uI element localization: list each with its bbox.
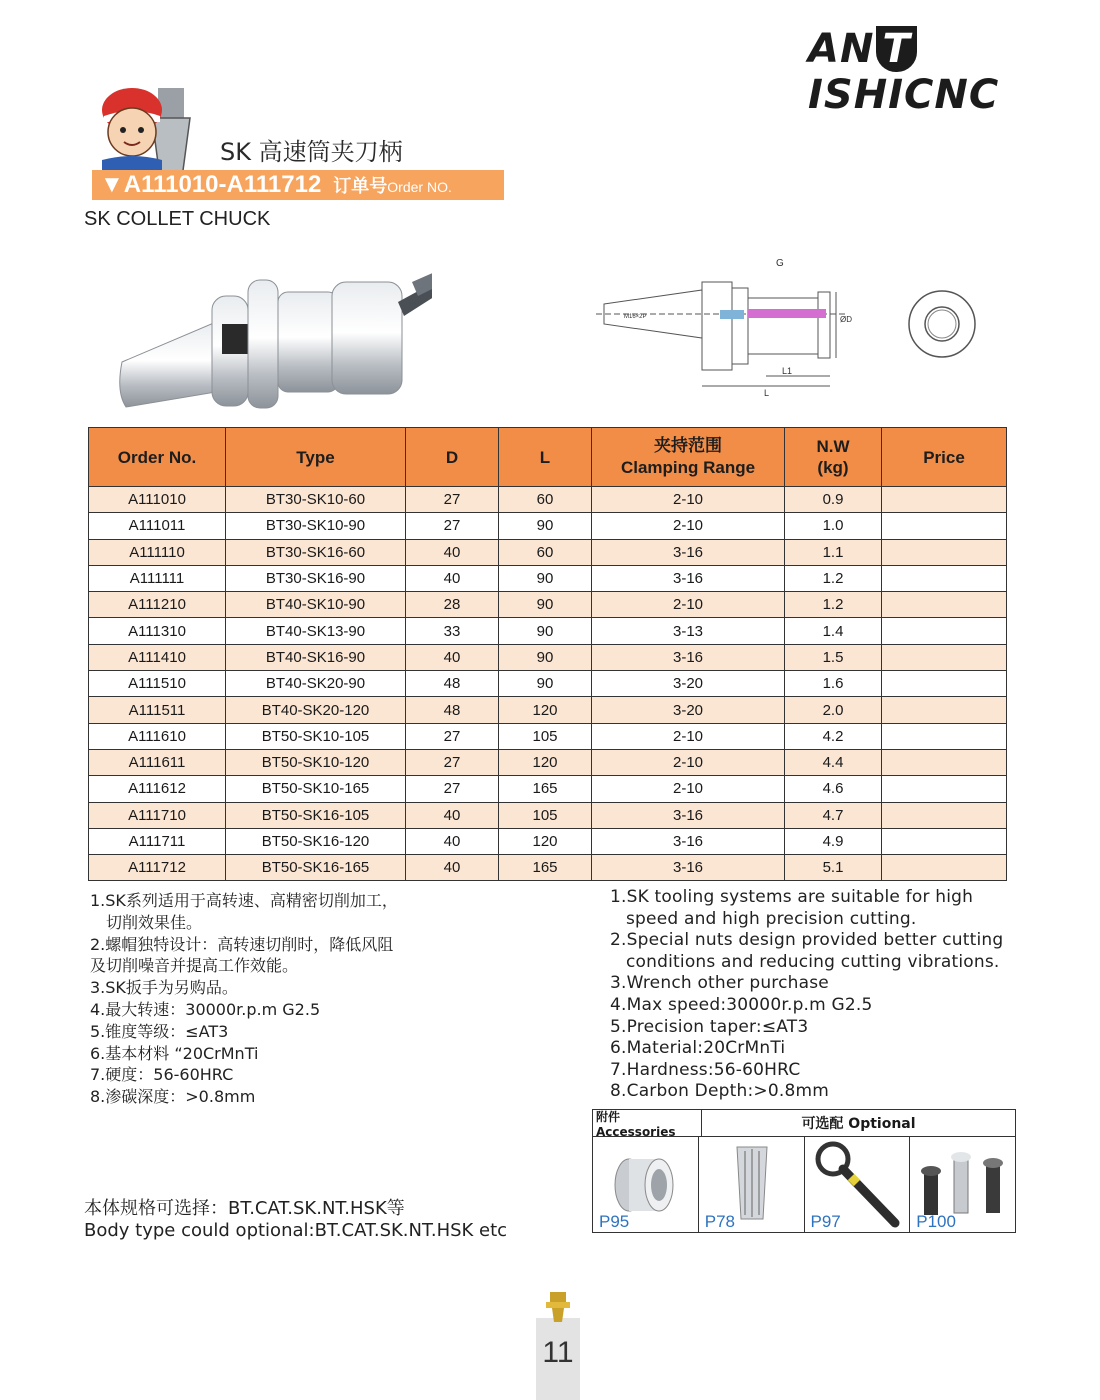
table-row (89, 723, 1007, 749)
accessory-code: P95 (599, 1212, 630, 1231)
cell-order-no: A111310 (89, 618, 226, 644)
cell-type: BT50-SK10-105 (226, 723, 406, 749)
cell-d: 27 (406, 513, 499, 539)
accessory-code: P78 (704, 1212, 735, 1231)
cell-net-weight: 4.2 (785, 723, 882, 749)
accessory-p100[interactable] (910, 1137, 1015, 1232)
optional-label: 可选配 Optional (801, 1116, 916, 1132)
table-header-row (89, 428, 1007, 487)
nw-unit: (kg) (817, 458, 849, 477)
note-en-line: 4.Max speed:30000r.p.m G2.5 (610, 994, 873, 1015)
col-type: Type (226, 428, 406, 487)
cell-net-weight: 1.6 (785, 671, 882, 697)
tool-holder-icon (542, 1290, 574, 1324)
cell-net-weight: 1.5 (785, 644, 882, 670)
cell-clamping-range: 3-16 (592, 565, 785, 591)
body-type-cn: 本体规格可选择：BT.CAT.SK.NT.HSK等 (84, 1198, 405, 1219)
cell-d: 40 (406, 644, 499, 670)
note-cn-line: 4.最大转速：30000r.p.m G2.5 (90, 999, 321, 1019)
table-row (89, 855, 1007, 881)
table-row (89, 618, 1007, 644)
col-l: L (499, 428, 592, 487)
order-label-en: Order NO. (387, 179, 452, 195)
cell-clamping-range: 3-16 (592, 802, 785, 828)
cell-d: 27 (406, 776, 499, 802)
cell-order-no: A111510 (89, 671, 226, 697)
cell-l: 105 (499, 723, 592, 749)
cell-d: 40 (406, 802, 499, 828)
cell-clamping-range: 2-10 (592, 513, 785, 539)
cell-order-no: A111011 (89, 513, 226, 539)
cell-net-weight: 1.2 (785, 565, 882, 591)
cell-type: BT40-SK20-90 (226, 671, 406, 697)
col-d: D (406, 428, 499, 487)
note-en-line: 8.Carbon Depth:>0.8mm (610, 1081, 829, 1102)
cell-clamping-range: 3-20 (592, 697, 785, 723)
table-row (89, 802, 1007, 828)
cell-type: BT50-SK16-120 (226, 828, 406, 854)
cell-type: BT50-SK10-165 (226, 776, 406, 802)
cell-price (882, 697, 1007, 723)
note-en-line: 3.Wrench other purchase (610, 973, 829, 994)
table-row (89, 644, 1007, 670)
note-cn-line: 1.SK系列适用于高转速、高精密切削加工， (90, 891, 398, 910)
cell-l: 120 (499, 749, 592, 775)
cell-l: 90 (499, 513, 592, 539)
note-cn-line: 5.锥度等级：≤AT3 (90, 1021, 229, 1041)
cell-order-no: A111612 (89, 776, 226, 802)
note-en-line: conditions and reducing cutting vibrations. (626, 951, 1000, 972)
cell-type: BT40-SK16-90 (226, 644, 406, 670)
cell-l: 165 (499, 855, 592, 881)
cell-order-no: A111111 (89, 565, 226, 591)
drawing-l1-label: L1 (782, 366, 793, 376)
accessories-header (593, 1110, 1015, 1137)
cell-price (882, 749, 1007, 775)
brand-logo (808, 26, 1100, 118)
accessory-p78[interactable] (699, 1137, 805, 1232)
cell-order-no: A111410 (89, 644, 226, 670)
cell-l: 90 (499, 565, 592, 591)
table-row (89, 565, 1007, 591)
col-clamping-range (592, 428, 785, 487)
cell-net-weight: 1.4 (785, 618, 882, 644)
cell-net-weight: 0.9 (785, 487, 882, 513)
cell-l: 90 (499, 671, 592, 697)
spec-table (88, 427, 1007, 881)
clamping-range-en: Clamping Range (620, 458, 756, 477)
cell-clamping-range: 2-10 (592, 776, 785, 802)
cell-price (882, 644, 1007, 670)
cell-clamping-range: 2-10 (592, 592, 785, 618)
accessories-items (593, 1137, 1015, 1232)
note-cn-line: 切削效果佳。 (106, 912, 203, 932)
cell-l: 120 (499, 828, 592, 854)
table-row (89, 592, 1007, 618)
accessory-p95[interactable] (593, 1137, 699, 1232)
cell-order-no: A111711 (89, 828, 226, 854)
cell-clamping-range: 2-10 (592, 487, 785, 513)
cell-order-no: A111610 (89, 723, 226, 749)
cell-price (882, 513, 1007, 539)
order-range-bar (92, 170, 504, 200)
table-row (89, 671, 1007, 697)
note-cn-line: 6.基本材料 “20CrMnTi (90, 1043, 259, 1063)
page-number: 11 (542, 1336, 574, 1369)
cell-type: BT30-SK16-90 (226, 565, 406, 591)
cell-d: 27 (406, 723, 499, 749)
table-row (89, 776, 1007, 802)
notes-cn (90, 890, 510, 1108)
cell-net-weight: 4.4 (785, 749, 882, 775)
cell-price (882, 539, 1007, 565)
end-view-drawing (906, 288, 978, 360)
brand-logo-part: AN (808, 26, 875, 72)
brand-logo-part: T (876, 26, 916, 72)
cell-order-no: A111010 (89, 487, 226, 513)
accessory-code: P97 (810, 1212, 841, 1231)
cell-net-weight: 1.2 (785, 592, 882, 618)
cell-d: 48 (406, 697, 499, 723)
cell-d: 33 (406, 618, 499, 644)
table-row (89, 513, 1007, 539)
col-price: Price (882, 428, 1007, 487)
cell-net-weight: 1.0 (785, 513, 882, 539)
cell-type: BT50-SK16-105 (226, 802, 406, 828)
note-cn-line: 3.SK扳手为另购品。 (90, 978, 238, 998)
body-type-en: Body type could optional:BT.CAT.SK.NT.HSK etc (84, 1220, 508, 1241)
clamping-range-cn: 夹持范围 (654, 436, 722, 456)
cell-order-no: A111210 (89, 592, 226, 618)
note-cn-line: 8.渗碳深度：>0.8mm (90, 1087, 256, 1107)
cell-l: 90 (499, 644, 592, 670)
table-row (89, 697, 1007, 723)
cell-d: 27 (406, 749, 499, 775)
cell-clamping-range: 3-16 (592, 828, 785, 854)
cell-l: 90 (499, 618, 592, 644)
cell-l: 165 (499, 776, 592, 802)
cell-l: 90 (499, 592, 592, 618)
cell-net-weight: 4.6 (785, 776, 882, 802)
note-en-line: 5.Precision taper:≤AT3 (610, 1016, 809, 1037)
cell-d: 28 (406, 592, 499, 618)
cell-price (882, 802, 1007, 828)
cell-d: 40 (406, 855, 499, 881)
cell-net-weight: 5.1 (785, 855, 882, 881)
cell-order-no: A111712 (89, 855, 226, 881)
accessory-code: P100 (916, 1212, 956, 1231)
accessories-box (592, 1109, 1016, 1233)
cell-net-weight: 2.0 (785, 697, 882, 723)
cell-clamping-range: 3-16 (592, 855, 785, 881)
drawing-g-label: G (776, 258, 784, 269)
note-en-line: 1.SK tooling systems are suitable for high (610, 887, 974, 907)
note-cn-line: 及切削噪音并提高工作效能。 (90, 956, 299, 976)
cell-order-no: A111511 (89, 697, 226, 723)
cell-price (882, 855, 1007, 881)
table-row (89, 828, 1007, 854)
accessory-p97[interactable] (805, 1137, 911, 1232)
cell-d: 48 (406, 671, 499, 697)
note-en-line: speed and high precision cutting. (626, 908, 917, 929)
body-type-note (84, 1198, 507, 1242)
cell-type: BT50-SK10-120 (226, 749, 406, 775)
cell-price (882, 723, 1007, 749)
order-range: ▼A111010-A111712 (100, 171, 322, 198)
note-en-line: 2.Special nuts design provided better cutting (610, 930, 1004, 951)
table-row (89, 487, 1007, 513)
cell-order-no: A111710 (89, 802, 226, 828)
cell-net-weight: 1.1 (785, 539, 882, 565)
cell-order-no: A111611 (89, 749, 226, 775)
cell-l: 60 (499, 539, 592, 565)
cell-clamping-range: 3-13 (592, 618, 785, 644)
cell-d: 40 (406, 539, 499, 565)
note-en-line: 7.Hardness:56-60HRC (610, 1059, 801, 1080)
drawing-l-label: L (764, 388, 770, 398)
accessories-label: 附件 Accessories (593, 1110, 702, 1136)
drawing-thread-label: M16×2P (624, 314, 647, 320)
table-row (89, 749, 1007, 775)
cell-d: 40 (406, 828, 499, 854)
cell-l: 105 (499, 802, 592, 828)
cell-type: BT30-SK10-90 (226, 513, 406, 539)
note-cn-line: 2.螺帽独特设计：高转速切削时，降低风阻 (90, 934, 394, 954)
cell-price (882, 565, 1007, 591)
cell-net-weight: 4.9 (785, 828, 882, 854)
cell-order-no: A111110 (89, 539, 226, 565)
note-cn-line: 7.硬度：56-60HRC (90, 1065, 234, 1085)
cell-clamping-range: 3-20 (592, 671, 785, 697)
cell-l: 60 (499, 487, 592, 513)
cell-price (882, 592, 1007, 618)
cell-net-weight: 4.7 (785, 802, 882, 828)
cell-price (882, 776, 1007, 802)
table-row (89, 539, 1007, 565)
brand-logo-part: ISHICNC (808, 72, 1000, 118)
cell-price (882, 618, 1007, 644)
cell-d: 40 (406, 565, 499, 591)
cell-clamping-range: 3-16 (592, 539, 785, 565)
cell-type: BT40-SK13-90 (226, 618, 406, 644)
cell-d: 27 (406, 487, 499, 513)
nw-label: N.W (816, 437, 850, 456)
cell-type: BT40-SK10-90 (226, 592, 406, 618)
cell-l: 120 (499, 697, 592, 723)
page-subtitle: SK COLLET CHUCK (84, 208, 271, 230)
cell-price (882, 671, 1007, 697)
col-net-weight (785, 428, 882, 487)
cell-type: BT40-SK20-120 (226, 697, 406, 723)
cell-clamping-range: 2-10 (592, 723, 785, 749)
order-label-cn: 订单号 (333, 176, 388, 197)
cell-type: BT50-SK16-165 (226, 855, 406, 881)
cell-clamping-range: 3-16 (592, 644, 785, 670)
page-title: SK 高速筒夹刀柄 (220, 138, 403, 166)
cell-type: BT30-SK16-60 (226, 539, 406, 565)
notes-en (610, 887, 1080, 1103)
cell-clamping-range: 2-10 (592, 749, 785, 775)
note-en-line: 6.Material:20CrMnTi (610, 1038, 786, 1059)
drawing-d-label: ØD (840, 315, 852, 324)
cell-price (882, 828, 1007, 854)
cell-type: BT30-SK10-60 (226, 487, 406, 513)
technical-drawing (596, 258, 896, 398)
collet-chuck-image (112, 252, 432, 422)
col-order-no: Order No. (89, 428, 226, 487)
cell-price (882, 487, 1007, 513)
